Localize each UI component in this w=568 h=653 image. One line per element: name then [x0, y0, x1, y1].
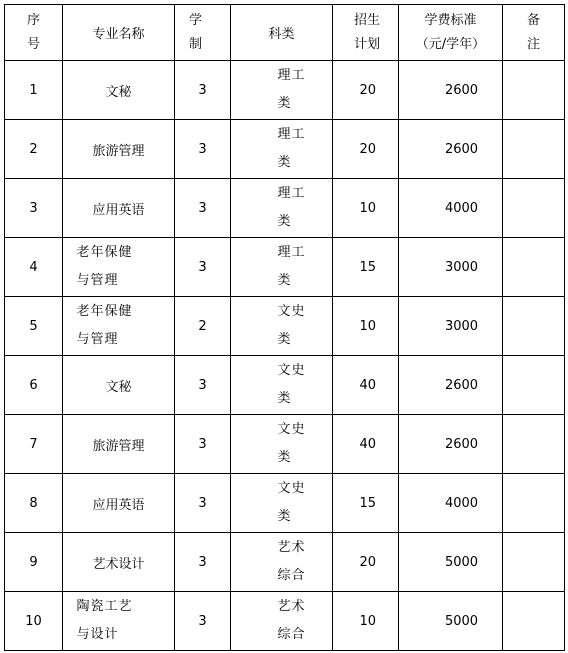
cell-years: 3 — [175, 356, 231, 415]
table-row — [5, 179, 565, 238]
header-quota: 招生 计划 — [333, 5, 399, 61]
cell-note — [503, 415, 565, 474]
table-row — [5, 61, 565, 120]
cell-note — [503, 474, 565, 533]
cell-years: 2 — [175, 297, 231, 356]
cell-note — [503, 120, 565, 179]
cell-years: 3 — [175, 179, 231, 238]
cell-note — [503, 238, 565, 297]
header-major: 专业名称 — [63, 5, 175, 61]
cell-major: 旅游管理 — [63, 415, 175, 474]
cell-major: 应用英语 — [63, 179, 175, 238]
cell-note — [503, 592, 565, 651]
cell-quota: 20 — [333, 120, 399, 179]
cell-category: 文史 类 — [231, 474, 333, 533]
cell-category: 艺术 综合 — [231, 533, 333, 592]
cell-major: 文秘 — [63, 356, 175, 415]
header-years: 学 制 — [175, 5, 231, 61]
header-row — [5, 5, 565, 61]
table-row — [5, 415, 565, 474]
cell-major: 老年保健 与管理 — [63, 297, 175, 356]
cell-fee: 3000 — [399, 238, 503, 297]
header-number: 序 号 — [5, 5, 63, 61]
cell-quota: 20 — [333, 61, 399, 120]
cell-quota: 10 — [333, 592, 399, 651]
cell-category: 文史 类 — [231, 297, 333, 356]
cell-number: 3 — [5, 179, 63, 238]
cell-fee: 2600 — [399, 120, 503, 179]
cell-major: 文秘 — [63, 61, 175, 120]
cell-number: 2 — [5, 120, 63, 179]
cell-major: 应用英语 — [63, 474, 175, 533]
header-category: 科类 — [231, 5, 333, 61]
cell-quota: 15 — [333, 238, 399, 297]
cell-major: 旅游管理 — [63, 120, 175, 179]
cell-category: 艺术 综合 — [231, 592, 333, 651]
cell-quota: 20 — [333, 533, 399, 592]
cell-category: 文史 类 — [231, 415, 333, 474]
cell-major: 陶瓷工艺 与设计 — [63, 592, 175, 651]
cell-category: 理工 类 — [231, 61, 333, 120]
table-row — [5, 120, 565, 179]
cell-fee: 5000 — [399, 592, 503, 651]
cell-fee: 3000 — [399, 297, 503, 356]
cell-quota: 40 — [333, 356, 399, 415]
table-row — [5, 297, 565, 356]
cell-number: 4 — [5, 238, 63, 297]
cell-fee: 5000 — [399, 533, 503, 592]
cell-quota: 15 — [333, 474, 399, 533]
table-row — [5, 533, 565, 592]
cell-fee: 4000 — [399, 179, 503, 238]
cell-years: 3 — [175, 474, 231, 533]
cell-category: 理工 类 — [231, 179, 333, 238]
cell-category: 文史 类 — [231, 356, 333, 415]
table-body — [5, 61, 565, 651]
cell-category: 理工 类 — [231, 120, 333, 179]
cell-number: 10 — [5, 592, 63, 651]
cell-years: 3 — [175, 533, 231, 592]
cell-fee: 2600 — [399, 415, 503, 474]
cell-quota: 10 — [333, 297, 399, 356]
cell-fee: 2600 — [399, 61, 503, 120]
cell-years: 3 — [175, 415, 231, 474]
cell-years: 3 — [175, 61, 231, 120]
cell-number: 8 — [5, 474, 63, 533]
cell-quota: 10 — [333, 179, 399, 238]
header-fee: 学费标准 （元/学年） — [399, 5, 503, 61]
cell-major: 艺术设计 — [63, 533, 175, 592]
table-row — [5, 592, 565, 651]
cell-number: 7 — [5, 415, 63, 474]
cell-category: 理工 类 — [231, 238, 333, 297]
cell-number: 5 — [5, 297, 63, 356]
admissions-table — [4, 4, 565, 651]
table-row — [5, 238, 565, 297]
cell-fee: 4000 — [399, 474, 503, 533]
cell-major: 老年保健 与管理 — [63, 238, 175, 297]
cell-years: 3 — [175, 592, 231, 651]
table-row — [5, 356, 565, 415]
cell-note — [503, 356, 565, 415]
cell-quota: 40 — [333, 415, 399, 474]
cell-number: 9 — [5, 533, 63, 592]
cell-note — [503, 179, 565, 238]
cell-note — [503, 297, 565, 356]
cell-fee: 2600 — [399, 356, 503, 415]
cell-years: 3 — [175, 238, 231, 297]
cell-number: 1 — [5, 61, 63, 120]
table-row — [5, 474, 565, 533]
header-note: 备 注 — [503, 5, 565, 61]
cell-years: 3 — [175, 120, 231, 179]
cell-number: 6 — [5, 356, 63, 415]
cell-note — [503, 61, 565, 120]
cell-note — [503, 533, 565, 592]
